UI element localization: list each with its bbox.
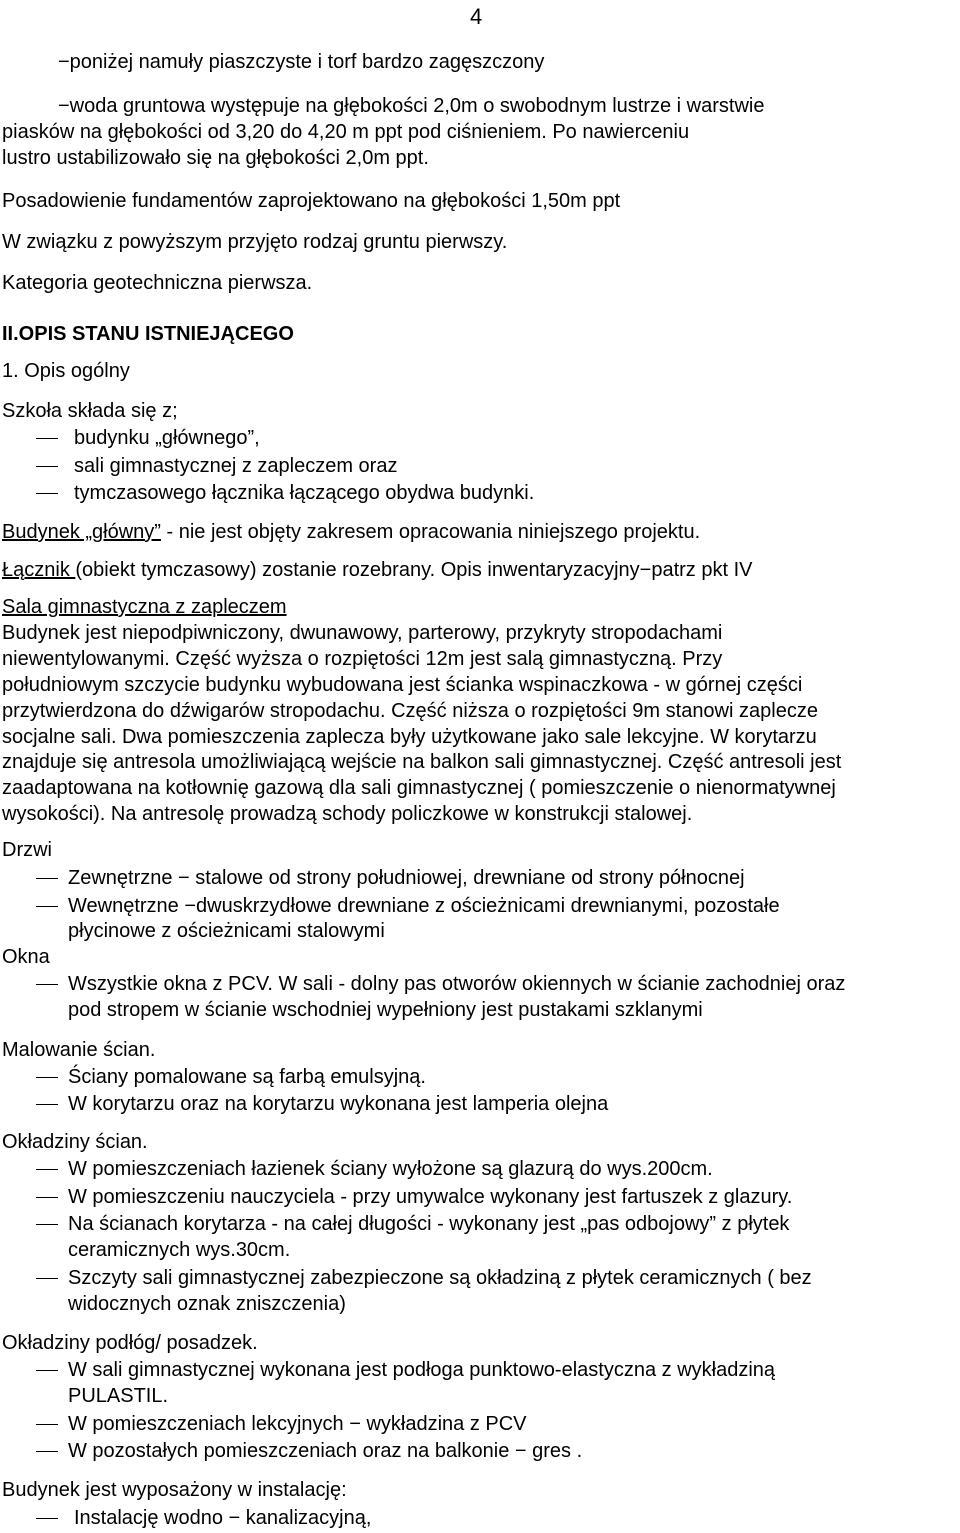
list-dash xyxy=(36,1197,58,1198)
drzwi-item: Wewnętrzne −dwuskrzydłowe drewniane z ościeżnicami drewnianymi, pozostałe xyxy=(68,895,780,917)
okladziny-scian-item: W pomieszczeniach łazienek ściany wyłożone są glazurą do wys.200cm. xyxy=(68,1158,713,1180)
list-dash xyxy=(36,1518,58,1519)
sala-line: zaadaptowana na kotłownię gazową dla sali gimnastycznej ( pomieszczenie o nienormatywnej xyxy=(2,777,836,799)
budynek-glowny-line xyxy=(2,519,700,545)
list-dash xyxy=(36,878,58,879)
intro-line-1: −poniżej namuły piaszczyste i torf bardzo zagęszczony xyxy=(58,51,545,73)
okna-item: Wszystkie okna z PCV. W sali - dolny pas otworów okiennych w ścianie zachodniej oraz xyxy=(68,973,846,995)
list-dash xyxy=(36,1278,58,1279)
list-dash xyxy=(36,1104,58,1105)
drzwi-item-cont: płycinowe z ościeżnicami stalowymi xyxy=(68,920,385,942)
list-dash xyxy=(36,1451,58,1452)
school-item: budynku „głównego”, xyxy=(74,427,260,449)
kategoria-text: Kategoria geotechniczna pierwsza. xyxy=(2,272,313,294)
lacznik-label: Łącznik xyxy=(2,559,76,581)
okladziny-scian-label: Okładziny ścian. xyxy=(2,1131,148,1153)
list-dash xyxy=(36,493,58,494)
list-dash xyxy=(36,1169,58,1170)
okladziny-podlog-label: Okładziny podłóg/ posadzek. xyxy=(2,1332,258,1354)
list-dash xyxy=(36,1424,58,1425)
malowanie-item: Ściany pomalowane są farbą emulsyjną. xyxy=(68,1066,426,1088)
okladziny-podlog-item: W sali gimnastycznej wykonana jest podłoga punktowo-elastyczna z wykładziną xyxy=(68,1359,776,1381)
school-item: sali gimnastycznej z zapleczem oraz xyxy=(74,455,398,477)
list-dash xyxy=(36,1077,58,1078)
list-dash xyxy=(36,906,58,907)
list-dash xyxy=(36,438,58,439)
sala-line: Budynek jest niepodpiwniczony, dwunawowy, parterowy, przykryty stropodachami xyxy=(2,622,723,644)
lacznik-rest: (obiekt tymczasowy) zostanie rozebrany. Opis inwentaryzacyjny−patrz pkt IV xyxy=(75,559,753,581)
okladziny-scian-item-cont: ceramicznych wys.30cm. xyxy=(68,1239,291,1261)
school-intro: Szkoła składa się z; xyxy=(2,400,178,422)
sala-line: południowym szczycie budynku wybudowana jest ścianka wspinaczkowa - w górnej części xyxy=(2,674,803,696)
subsection-heading: 1. Opis ogólny xyxy=(2,360,130,382)
list-dash xyxy=(36,466,58,467)
malowanie-label: Malowanie ścian. xyxy=(2,1039,156,1061)
malowanie-item: W korytarzu oraz na korytarzu wykonana jest lamperia olejna xyxy=(68,1093,609,1115)
drzwi-item: Zewnętrzne − stalowe od strony południowej, drewniane od strony północnej xyxy=(68,867,745,889)
okladziny-scian-item: W pomieszczeniu nauczyciela - przy umywalce wykonany jest fartuszek z glazury. xyxy=(68,1186,793,1208)
intro-line-2c: lustro ustabilizowało się na głębokości 2,0m ppt. xyxy=(2,147,429,169)
instalacje-label: Budynek jest wyposażony w instalację: xyxy=(2,1479,347,1501)
okladziny-scian-item: Na ścianach korytarza - na całej długości - wykonany jest „pas odbojowy” z płytek xyxy=(68,1213,790,1235)
intro-line-2a: −woda gruntowa występuje na głębokości 2,0m o swobodnym lustrze i warstwie xyxy=(58,95,765,117)
budynek-glowny-label: Budynek „główny” xyxy=(2,521,161,543)
okna-label: Okna xyxy=(2,946,50,968)
okladziny-podlog-item: W pomieszczeniach lekcyjnych − wykładzina z PCV xyxy=(68,1413,527,1435)
okladziny-podlog-item: W pozostałych pomieszczeniach oraz na balkonie − gres . xyxy=(68,1440,583,1462)
drzwi-label: Drzwi xyxy=(2,839,52,861)
lacznik-line xyxy=(2,557,753,583)
intro-line-2b: piasków na głębokości od 3,20 do 4,20 m ppt pod ciśnieniem. Po nawierceniu xyxy=(2,121,690,143)
okna-item-cont: pod stropem w ścianie wschodniej wypełniony jest pustakami szklanymi xyxy=(68,999,703,1021)
okladziny-podlog-item-cont: PULASTIL. xyxy=(68,1385,169,1407)
sala-line: wysokości). Na antresolę prowadzą schody policzkowe w konstrukcji stalowej. xyxy=(2,803,693,825)
sala-line: znajduje się antresola umożliwiającą wejście na balkon sali gimnastycznej. Część antresoli jest xyxy=(2,751,842,773)
instalacje-item: Instalację wodno − kanalizacyjną, xyxy=(74,1507,372,1529)
posadowienie-text: Posadowienie fundamentów zaprojektowano na głębokości 1,50m ppt xyxy=(2,190,621,212)
okladziny-scian-item: Szczyty sali gimnastycznej zabezpieczone są okładziną z płytek ceramicznych ( bez xyxy=(68,1267,812,1289)
sala-line: socjalne sali. Dwa pomieszczenia zaplecza były użytkowane jako sale lekcyjne. W korytarzu xyxy=(2,726,817,748)
sala-line: niewentylowanymi. Część wyższa o rozpiętości 12m jest salą gimnastyczną. Przy xyxy=(2,648,723,670)
sala-line: przytwierdzona do dźwigarów stropodachu. Część niższa o rozpiętości 9m stanowi zaplecze xyxy=(2,700,818,722)
list-dash xyxy=(36,1224,58,1225)
page-number: 4 xyxy=(470,4,483,29)
list-dash xyxy=(36,984,58,985)
school-item: tymczasowego łącznika łączącego obydwa budynki. xyxy=(74,482,535,504)
section-heading: II.OPIS STANU ISTNIEJĄCEGO xyxy=(2,323,294,345)
okladziny-scian-item-cont: widocznych oznak zniszczenia) xyxy=(68,1293,346,1315)
list-dash xyxy=(36,1370,58,1371)
grunt-text: W związku z powyższym przyjęto rodzaj gruntu pierwszy. xyxy=(2,231,508,253)
budynek-glowny-rest: - nie jest objęty zakresem opracowania niniejszego projektu. xyxy=(160,521,701,543)
sala-heading: Sala gimnastyczna z zapleczem xyxy=(2,596,287,618)
